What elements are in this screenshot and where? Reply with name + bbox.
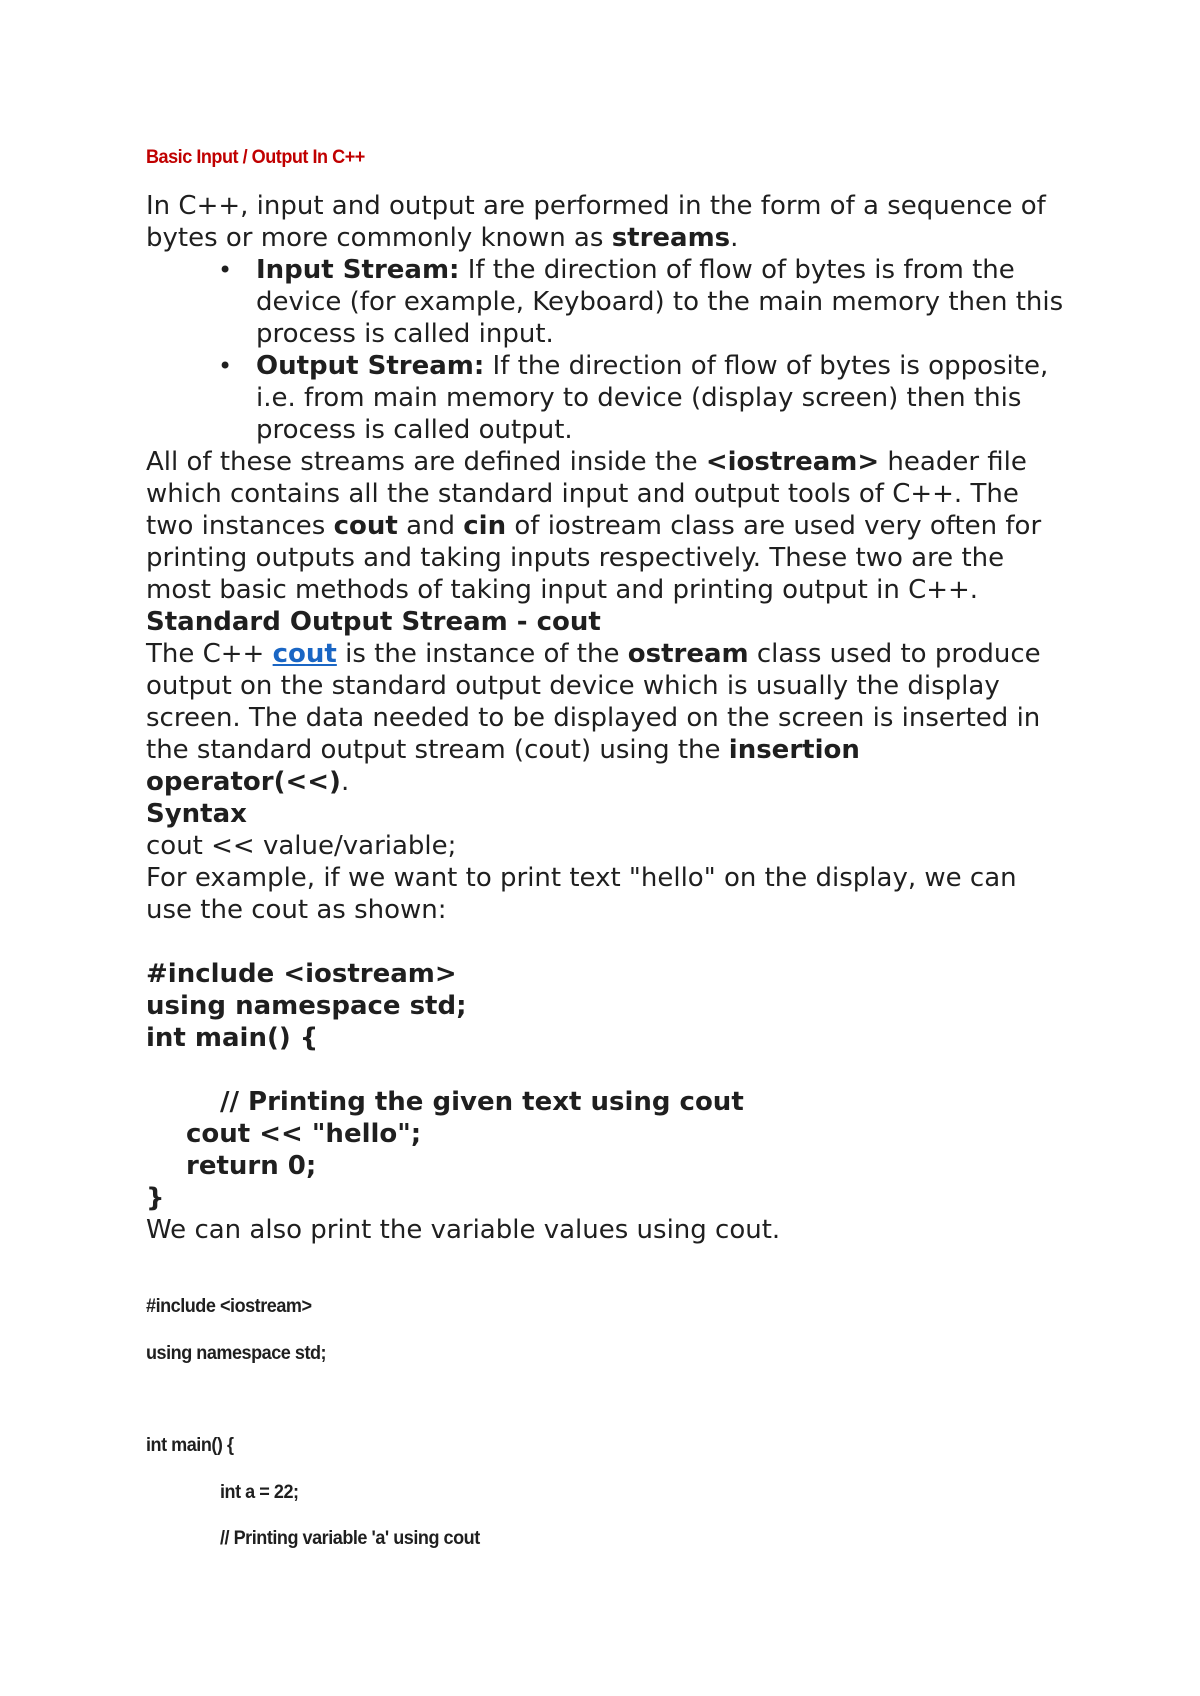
blank-line — [146, 926, 1066, 958]
code-line: using namespace std; — [146, 991, 467, 1021]
code-line: cout << "hello"; — [186, 1119, 422, 1149]
code-line: return 0; — [186, 1151, 317, 1181]
also-paragraph: We can also print the variable values using cout. — [146, 1215, 781, 1245]
example-intro: For example, if we want to print text "hello" on the display, we can use the cout as shown: — [146, 863, 1017, 925]
code-line: // Printing variable 'a' using cout — [220, 1528, 480, 1549]
syntax-line: cout << value/variable; — [146, 831, 457, 861]
section-heading-cout: Standard Output Stream - cout — [146, 607, 601, 637]
cout-paragraph: The C++ cout is the instance of the ostream class used to produce output on the standard output device which is usually the display screen. The data needed to be displayed on the screen is inserted in the standard output stream (cout) using the insertion operator(<<). — [146, 639, 1041, 797]
list-item-input-stream: • Input Stream: If the direction of flow of bytes is from the device (for example, Keyboard) to the main memory then this process is called input. — [256, 254, 1066, 350]
code-line: #include <iostream> — [146, 1296, 312, 1317]
code-line: #include <iostream> — [146, 959, 457, 989]
syntax-heading: Syntax — [146, 799, 247, 829]
code-line: int main() { — [146, 1023, 319, 1053]
list-item-output-stream: • Output Stream: If the direction of flow of bytes is opposite, i.e. from main memory to device (display screen) then this process is called output. — [256, 350, 1066, 446]
stream-types-list — [146, 254, 1066, 446]
code-block-hello — [146, 958, 1066, 1214]
code-line: // Printing the given text using cout — [220, 1087, 744, 1117]
intro-paragraph: In C++, input and output are performed in the form of a sequence of bytes or more commonly known as streams. — [146, 191, 1046, 253]
code-line: int main() { — [146, 1435, 234, 1456]
code-line: using namespace std; — [146, 1343, 327, 1364]
iostream-paragraph: All of these streams are defined inside the <iostream> header file which contains all the standard input and output tools of C++. The two instances cout and cin of iostream class are used very often for printing outputs and taking inputs respectively. These two are the most basic methods of taking input and printing output in C++. — [146, 447, 1042, 605]
document-title: Basic Input / Output In C++ — [146, 147, 365, 168]
code-line: int a = 22; — [220, 1482, 299, 1503]
code-line: } — [146, 1183, 165, 1213]
streams-term: streams — [611, 223, 731, 253]
document-body — [146, 190, 1066, 1246]
cout-link[interactable]: cout — [272, 639, 337, 669]
blank-line — [146, 1054, 1066, 1086]
